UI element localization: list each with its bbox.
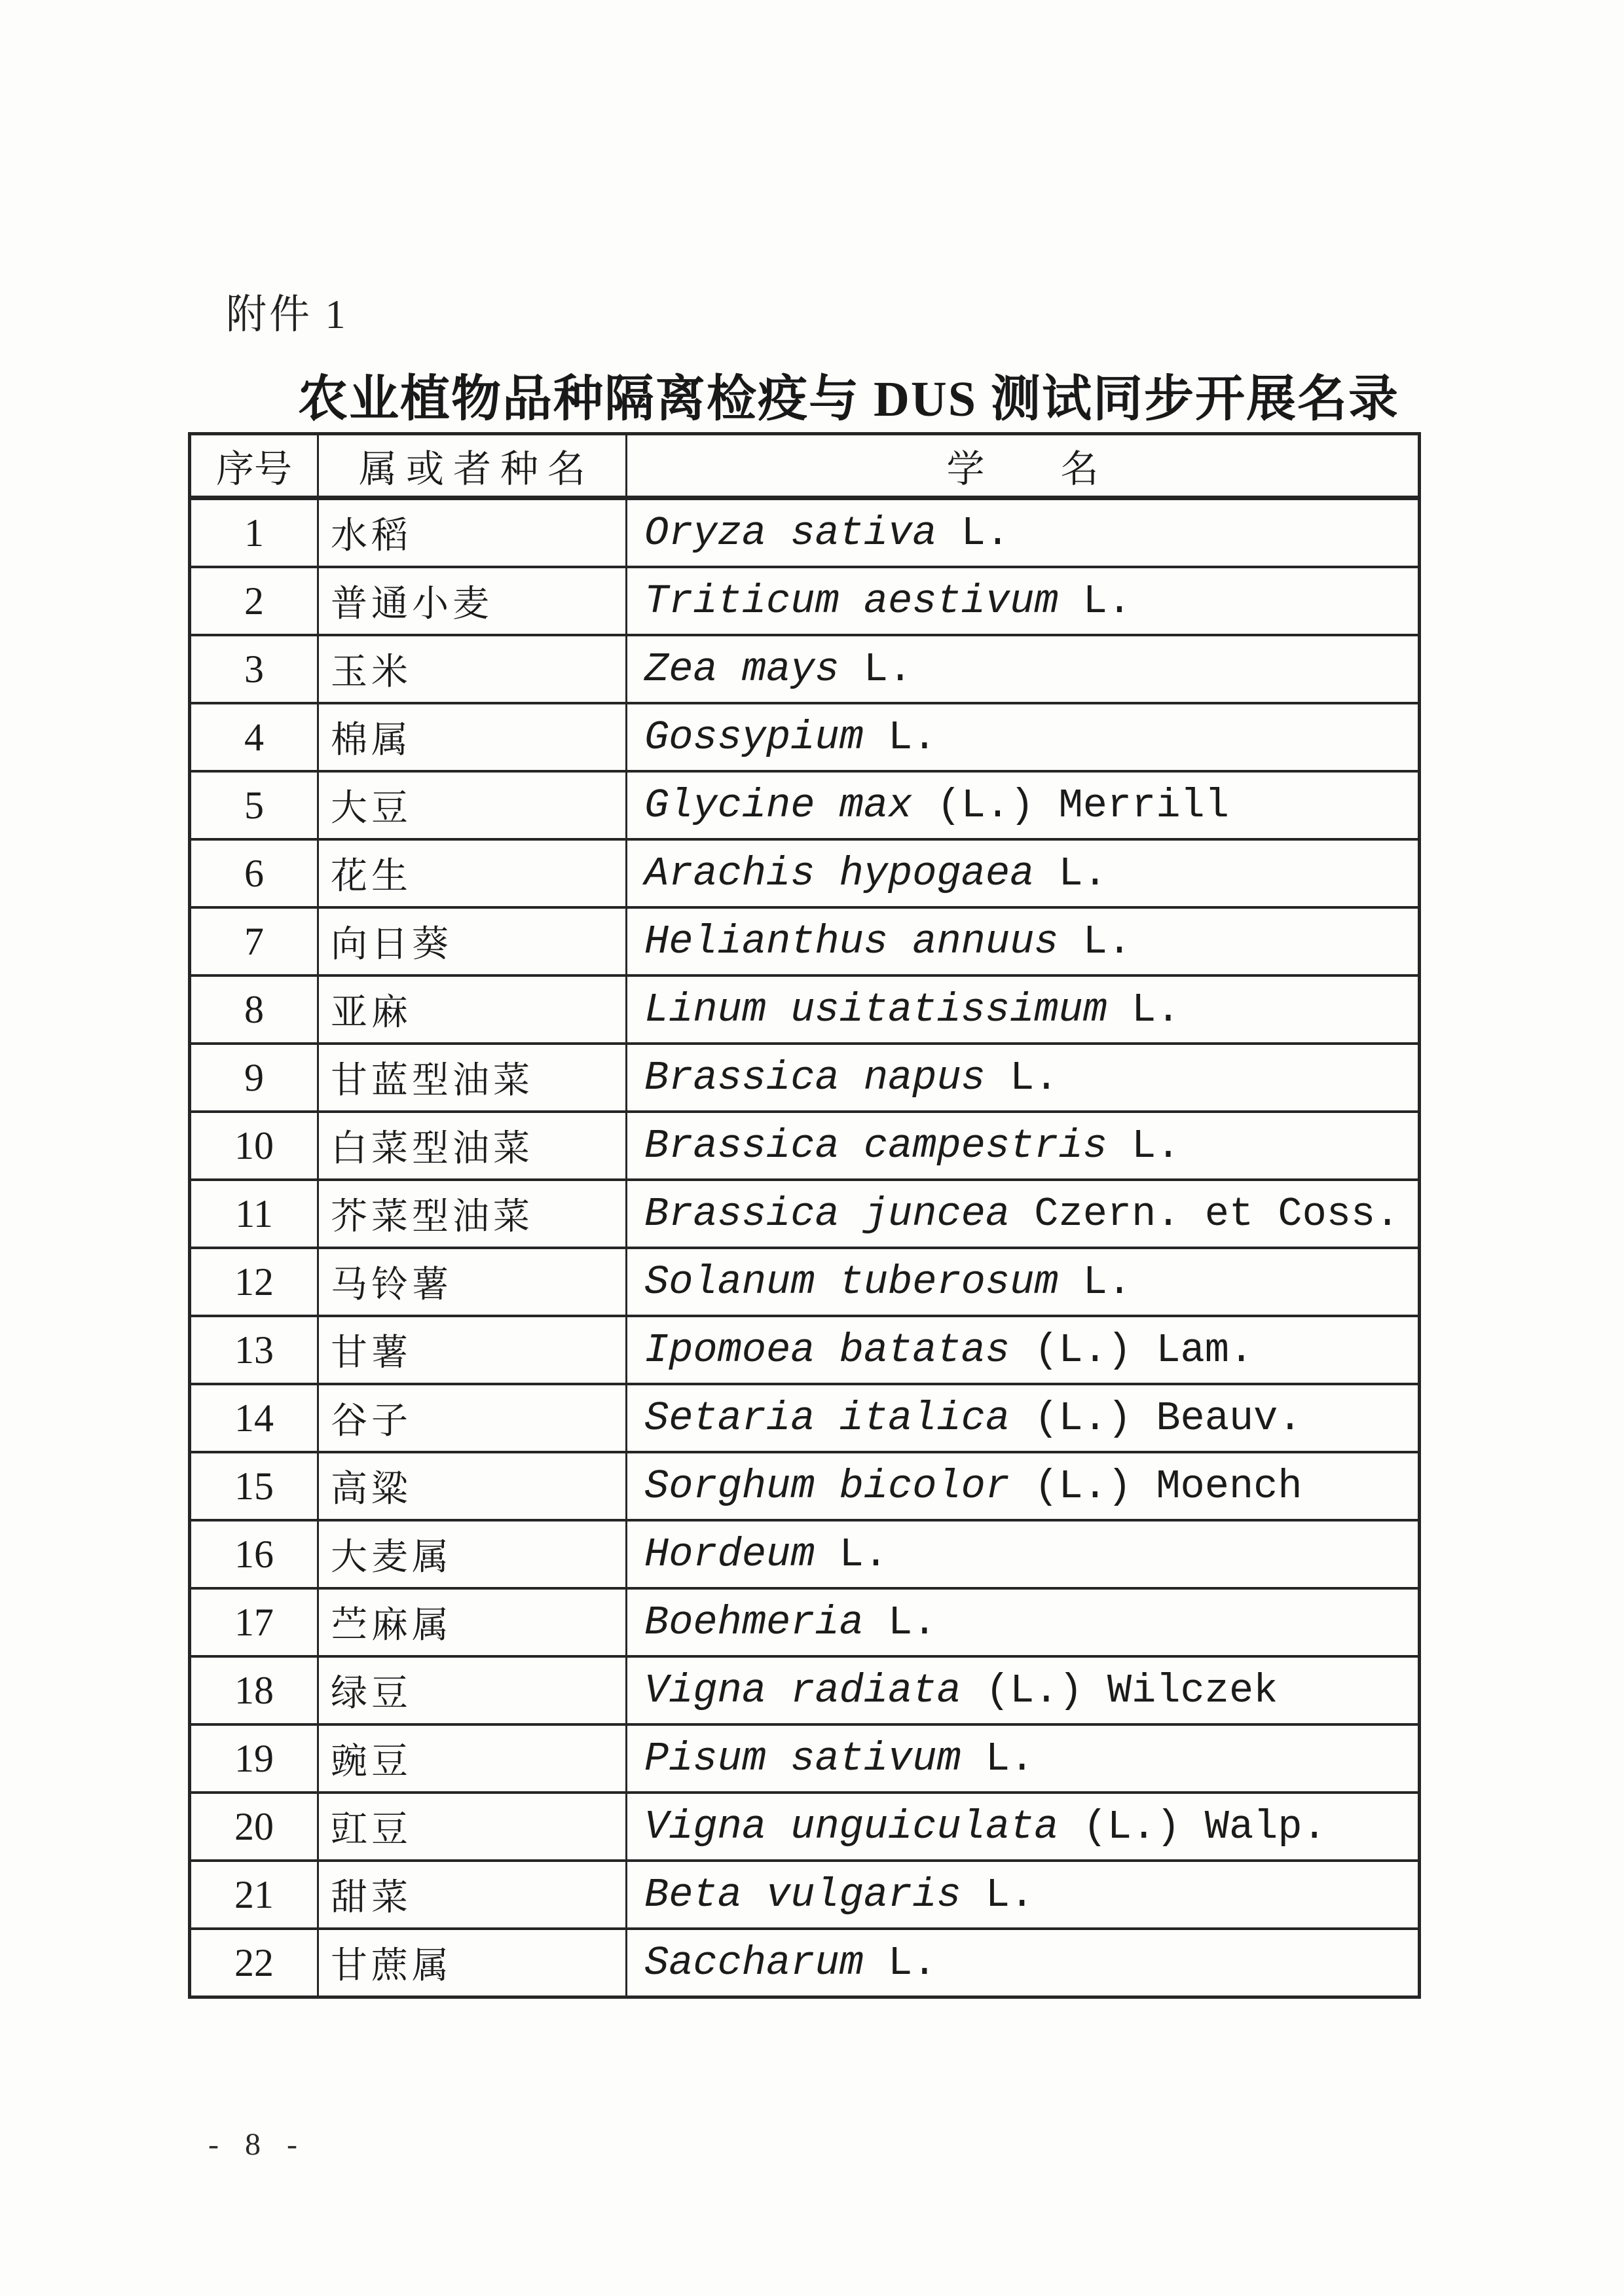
table-row [190, 1588, 1420, 1656]
species-name-latin-cell [627, 1384, 1420, 1452]
latin-authority: L. [1058, 577, 1132, 625]
species-name-latin-cell [627, 771, 1420, 839]
species-name-cn-cell: 甘薯 [318, 1316, 627, 1384]
latin-binomial: Ipomoea batatas [644, 1326, 1010, 1374]
row-number-cell: 11 [190, 1180, 318, 1248]
row-number-cell: 4 [190, 703, 318, 771]
table-row [190, 1929, 1420, 1997]
table-row [190, 1793, 1420, 1861]
row-number-cell: 19 [190, 1724, 318, 1793]
latin-binomial: Boehmeria [644, 1599, 864, 1646]
latin-authority: L. [1107, 1122, 1181, 1169]
row-number-cell: 5 [190, 771, 318, 839]
table-row [190, 567, 1420, 635]
latin-authority: Czern. et Coss. [1010, 1190, 1400, 1237]
species-name-latin-cell [627, 1861, 1420, 1929]
table-row [190, 1724, 1420, 1793]
row-number-cell: 15 [190, 1452, 318, 1520]
table-row [190, 1112, 1420, 1180]
latin-binomial: Glycine max [644, 782, 913, 829]
row-number-cell: 14 [190, 1384, 318, 1452]
species-name-latin-cell [627, 1316, 1420, 1384]
row-number-cell: 10 [190, 1112, 318, 1180]
species-name-cn-cell: 谷子 [318, 1384, 627, 1452]
latin-authority: L. [961, 1871, 1035, 1918]
latin-authority: (L.) Merrill [912, 782, 1229, 829]
table-row [190, 1316, 1420, 1384]
species-name-cn-cell: 普通小麦 [318, 567, 627, 635]
species-name-cn-cell: 玉米 [318, 635, 627, 703]
species-name-cn-cell: 大豆 [318, 771, 627, 839]
row-number-cell: 6 [190, 839, 318, 907]
species-name-cn-cell: 苎麻属 [318, 1588, 627, 1656]
latin-binomial: Pisum sativum [644, 1735, 961, 1782]
latin-binomial: Oryza sativa [644, 509, 937, 556]
species-name-latin-cell [627, 498, 1420, 568]
row-number-cell: 12 [190, 1248, 318, 1316]
table-row [190, 1384, 1420, 1452]
latin-authority: L. [1058, 918, 1132, 965]
latin-authority: L. [961, 1735, 1035, 1782]
table-row [190, 975, 1420, 1044]
table-row [190, 1656, 1420, 1724]
species-name-latin-cell [627, 1044, 1420, 1112]
latin-authority: L. [936, 509, 1010, 556]
row-number-cell: 21 [190, 1861, 318, 1929]
species-name-cn-cell: 甜菜 [318, 1861, 627, 1929]
latin-authority: L. [1058, 1258, 1132, 1305]
latin-binomial: Hordeum [644, 1531, 815, 1578]
species-name-cn-cell: 向日葵 [318, 907, 627, 975]
latin-authority: (L.) Wilczek [961, 1667, 1278, 1714]
species-name-cn-cell: 亚麻 [318, 975, 627, 1044]
latin-binomial: Helianthus annuus [644, 918, 1059, 965]
latin-binomial: Setaria italica [644, 1394, 1010, 1442]
table-row [190, 839, 1420, 907]
latin-binomial: Brassica campestris [644, 1122, 1107, 1169]
table-header-row [190, 434, 1420, 498]
latin-authority: (L.) Walp. [1058, 1803, 1327, 1850]
page-number: - 8 - [208, 2127, 306, 2162]
column-header-number: 序号 [190, 434, 318, 498]
species-name-latin-cell [627, 1724, 1420, 1793]
row-number-cell: 22 [190, 1929, 318, 1997]
latin-binomial: Beta vulgaris [644, 1871, 961, 1918]
species-name-latin-cell [627, 1929, 1420, 1997]
table-row [190, 1044, 1420, 1112]
table-row [190, 703, 1420, 771]
latin-binomial: Brassica juncea [644, 1190, 1010, 1237]
species-name-cn-cell: 绿豆 [318, 1656, 627, 1724]
table-row [190, 1520, 1420, 1588]
latin-binomial: Brassica napus [644, 1054, 986, 1101]
species-name-latin-cell [627, 635, 1420, 703]
page-title: 农业植物品种隔离检疫与 DUS 测试同步开展名录 [297, 372, 1400, 427]
species-name-latin-cell [627, 1656, 1420, 1724]
latin-authority: L. [863, 1939, 937, 1986]
latin-binomial: Linum usitatissimum [644, 986, 1107, 1033]
column-header-scientific-name: 学 名 [627, 434, 1420, 498]
species-name-cn-cell: 马铃薯 [318, 1248, 627, 1316]
species-name-latin-cell [627, 1248, 1420, 1316]
row-number-cell: 18 [190, 1656, 318, 1724]
table-row [190, 498, 1420, 568]
latin-binomial: Zea mays [644, 646, 840, 693]
latin-authority: L. [839, 646, 913, 693]
table-row [190, 771, 1420, 839]
latin-authority: L. [863, 1599, 937, 1646]
species-name-latin-cell [627, 839, 1420, 907]
row-number-cell: 3 [190, 635, 318, 703]
species-name-latin-cell [627, 567, 1420, 635]
latin-binomial: Vigna unguiculata [644, 1803, 1059, 1850]
species-name-latin-cell [627, 1180, 1420, 1248]
species-name-latin-cell [627, 1112, 1420, 1180]
latin-binomial: Gossypium [644, 714, 864, 761]
latin-binomial: Arachis hypogaea [644, 850, 1035, 897]
column-header-genus-or-species: 属或者种名 [318, 434, 627, 498]
species-name-cn-cell: 豇豆 [318, 1793, 627, 1861]
latin-authority: L. [1034, 850, 1107, 897]
row-number-cell: 2 [190, 567, 318, 635]
species-name-latin-cell [627, 975, 1420, 1044]
latin-authority: L. [985, 1054, 1059, 1101]
table-row [190, 1248, 1420, 1316]
latin-authority: (L.) Lam. [1010, 1326, 1254, 1374]
latin-binomial: Triticum aestivum [644, 577, 1059, 625]
latin-authority: (L.) Beauv. [1010, 1394, 1302, 1442]
species-name-latin-cell [627, 907, 1420, 975]
species-name-cn-cell: 水稻 [318, 498, 627, 568]
latin-binomial: Saccharum [644, 1939, 864, 1986]
species-name-cn-cell: 甘蔗属 [318, 1929, 627, 1997]
species-table-body [190, 498, 1420, 1997]
table-row [190, 907, 1420, 975]
table-row [190, 635, 1420, 703]
row-number-cell: 13 [190, 1316, 318, 1384]
attachment-label: 附件 1 [226, 293, 348, 337]
species-name-cn-cell: 高粱 [318, 1452, 627, 1520]
row-number-cell: 8 [190, 975, 318, 1044]
row-number-cell: 20 [190, 1793, 318, 1861]
species-table [188, 432, 1421, 1999]
species-name-latin-cell [627, 1793, 1420, 1861]
species-name-cn-cell: 芥菜型油菜 [318, 1180, 627, 1248]
latin-authority: (L.) Moench [1010, 1463, 1302, 1510]
species-name-latin-cell [627, 703, 1420, 771]
table-row [190, 1452, 1420, 1520]
table-row [190, 1861, 1420, 1929]
latin-binomial: Solanum tuberosum [644, 1258, 1059, 1305]
species-name-cn-cell: 花生 [318, 839, 627, 907]
species-name-latin-cell [627, 1588, 1420, 1656]
row-number-cell: 7 [190, 907, 318, 975]
species-name-cn-cell: 甘蓝型油菜 [318, 1044, 627, 1112]
table-row [190, 1180, 1420, 1248]
latin-authority: L. [1107, 986, 1181, 1033]
species-name-latin-cell [627, 1452, 1420, 1520]
row-number-cell: 16 [190, 1520, 318, 1588]
species-name-cn-cell: 棉属 [318, 703, 627, 771]
species-name-cn-cell: 豌豆 [318, 1724, 627, 1793]
species-name-cn-cell: 白菜型油菜 [318, 1112, 627, 1180]
row-number-cell: 17 [190, 1588, 318, 1656]
species-name-cn-cell: 大麦属 [318, 1520, 627, 1588]
latin-authority: L. [815, 1531, 889, 1578]
latin-authority: L. [863, 714, 937, 761]
row-number-cell: 9 [190, 1044, 318, 1112]
row-number-cell: 1 [190, 498, 318, 568]
latin-binomial: Vigna radiata [644, 1667, 961, 1714]
species-name-latin-cell [627, 1520, 1420, 1588]
latin-binomial: Sorghum bicolor [644, 1463, 1010, 1510]
